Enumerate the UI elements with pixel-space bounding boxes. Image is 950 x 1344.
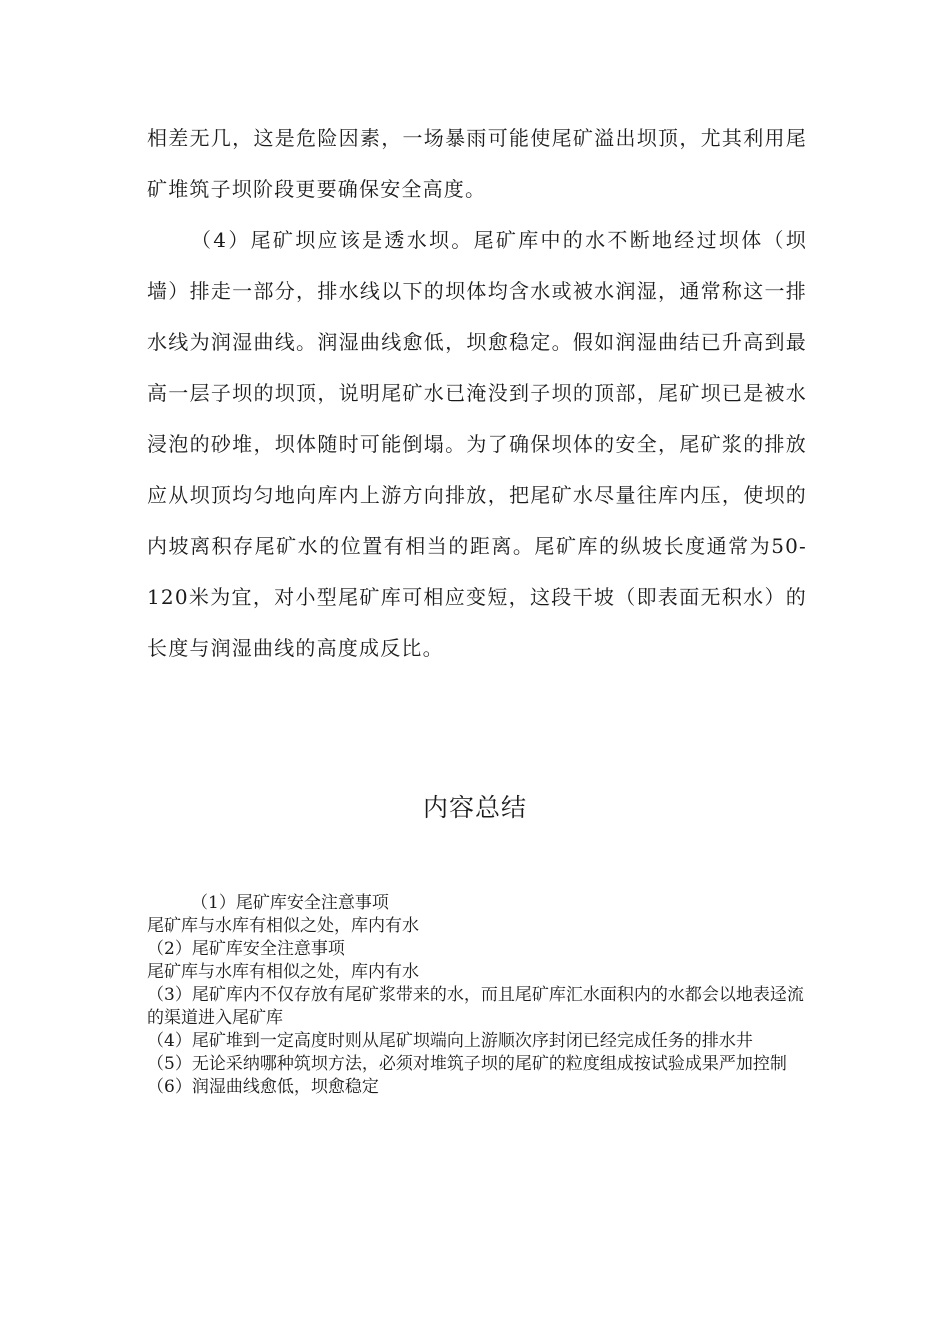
summary-line: （4）尾矿堆到一定高度时则从尾矿坝端向上游顺次序封闭已经完成任务的排水井 <box>147 1031 753 1051</box>
summary-title: 内容总结 <box>422 793 527 822</box>
summary-line: （1）尾矿库安全注意事项 <box>191 893 389 913</box>
body-text <box>147 113 807 674</box>
summary-line: 尾矿库与水库有相似之处，库内有水 <box>147 916 419 936</box>
summary-line: （2）尾矿库安全注意事项 <box>147 939 345 959</box>
summary-line: （3）尾矿库内不仅存放有尾矿浆带来的水，而且尾矿库汇水面积内的水都会以地表迳流的渠道进入尾矿库 <box>147 985 804 1028</box>
summary-line: （6）润湿曲线愈低，坝愈稳定 <box>147 1077 379 1097</box>
summary-list <box>147 892 807 1099</box>
summary-line: 尾矿库与水库有相似之处，库内有水 <box>147 962 419 982</box>
paragraph-item-4: （4）尾矿坝应该是透水坝。尾矿库中的水不断地经过坝体（坝墙）排走一部分，排水线以下的坝体均含水或被水润湿，通常称这一排水线为润湿曲线。润湿曲线愈低，坝愈稳定。假如润湿曲结已升高到最高一层子坝的坝顶，说明尾矿水已淹没到子坝的顶部，尾矿坝已是被水浸泡的砂堆，坝体随时可能倒塌。为了确保坝体的安全，尾矿浆的排放应从坝顶均匀地向库内上游方向排放，把尾矿水尽量往库内压，使坝的内坡离积存尾矿水的位置有相当的距离。尾矿库的纵坡长度通常为50-120米为宜，对小型尾矿库可相应变短，这段干坡（即表面无积水）的长度与润湿曲线的高度成反比。 <box>147 228 807 660</box>
paragraph-continuation: 相差无几，这是危险因素，一场暴雨可能使尾矿溢出坝顶，尤其利用尾矿堆筑子坝阶段更要确保安全高度。 <box>147 126 807 201</box>
summary-line: （5）无论采纳哪种筑坝方法，必须对堆筑子坝的尾矿的粒度组成按试验成果严加控制 <box>147 1054 787 1074</box>
